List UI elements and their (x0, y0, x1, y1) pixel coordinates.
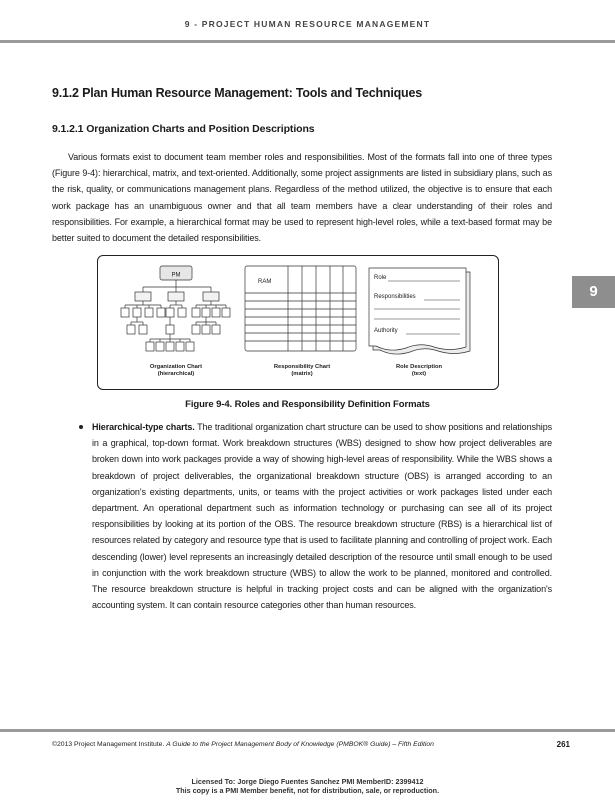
responsibilities-field-label: Responsibilities (374, 294, 416, 300)
matrix-caption-sub: (matrix) (291, 371, 313, 377)
license-notice (0, 778, 615, 795)
bullet-term: Hierarchical-type charts. (92, 422, 195, 432)
org-chart-caption-sub: (hierarchical) (157, 371, 195, 377)
intro-paragraph: Various formats exist to document team member roles and responsibilities. Most of the formats fall into one of three types (Figure 9-4): hierarchical, matrix, and text-oriented. Additionally, some project assignments are listed in subsidiary plans, such as the risk, quality, or communications management plans. Regardless of the method utilized, the objective is to ensure that each work package has an unambiguous owner and that all team members have a clear understanding of their roles and responsibilities. For example, a hierarchical format may be used to represent high-level roles, while a text-based format may be better suited to document the detailed responsibilities. (52, 152, 552, 244)
bullet-dot-icon (79, 425, 83, 429)
org-pm-label: PM (171, 272, 181, 279)
subsection-heading: 9.1.2.1 Organization Charts and Position Descriptions (52, 123, 315, 135)
bullet-text: The traditional organization chart structure can be used to show positions and relationships in a graphical, top-down format. Work breakdown structures (WBS) designed to show how project deliverables are broken down into work packages provide a way of showing high-level areas of responsibility. While the WBS shows a breakdown of project deliverables, the organizational breakdown structure (OBS) is arranged according to an organization's existing departments, units, or teams with the project activities or work packages listed under each department. An operational department such as information technology or purchasing can see all of its project responsibilities by looking at its portion of the OBS. The resource breakdown structure (RBS) is a hierarchical list of resources related by category and resource type that is used to facilitate planning and controlling of project work. Each descending (lower) level represents an increasingly detailed description of the resource until small enough to be used in conjunction with the work breakdown structure (WBS) to allow the work to be planned, monitored and controlled. The resource breakdown structure is helpful in tracking project costs and can be aligned with the organization's accounting system. It can contain resource categories other than human resources. (92, 422, 552, 611)
footer-citation (52, 741, 434, 748)
chapter-tab: 9 (572, 276, 615, 308)
citation-title: A Guide to the Project Management Body of Knowledge (PMBOK® Guide) – Fifth Edition (166, 741, 434, 748)
org-chart-diagram (121, 266, 230, 351)
role-caption-sub: (text) (411, 371, 427, 377)
ram-label: RAM (258, 279, 272, 285)
role-field-label: Role (374, 275, 387, 281)
list-item (72, 419, 552, 613)
matrix-caption: Responsibility Chart (273, 364, 331, 370)
org-chart-caption: Organization Chart (149, 364, 203, 370)
header-rule (0, 40, 615, 43)
license-line-2: This copy is a PMI Member benefit, not for distribution, sale, or reproduction. (175, 785, 440, 795)
figure-caption: Figure 9-4. Roles and Responsibility Definition Formats (185, 399, 430, 410)
bullet-list (72, 419, 552, 613)
citation-prefix: ©2013 Project Management Institute. (52, 741, 167, 748)
figure-9-4 (97, 255, 499, 390)
authority-field-label: Authority (374, 328, 398, 334)
figure-illustration (98, 256, 498, 389)
footer-rule (0, 729, 615, 732)
running-header: 9 - PROJECT HUMAN RESOURCE MANAGEMENT (184, 19, 431, 29)
license-line-1: Licensed To: Jorge Diego Fuentes Sanchez PMI MemberID: 2399412 (191, 777, 424, 786)
role-caption: Role Description (395, 364, 443, 370)
page-number: 261 (556, 740, 570, 749)
section-heading: 9.1.2 Plan Human Resource Management: Tools and Techniques (52, 86, 422, 100)
